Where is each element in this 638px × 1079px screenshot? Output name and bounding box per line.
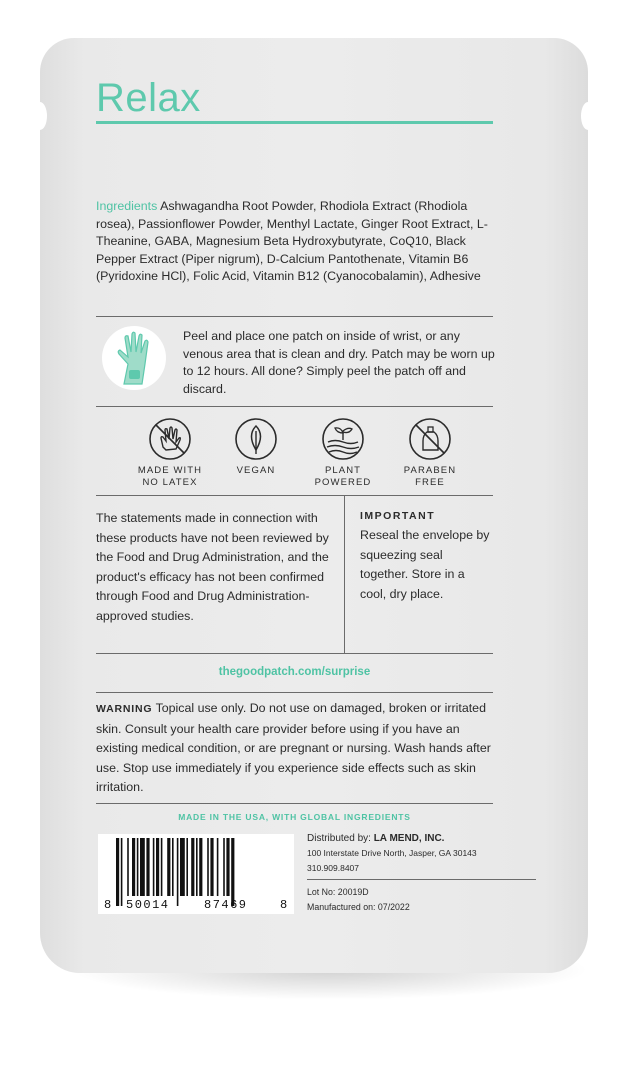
barcode-digits-right: 87469 (204, 898, 248, 912)
distributor-name: LA MEND, INC. (373, 833, 445, 844)
website-url: thegoodpatch.com/surprise (218, 666, 371, 678)
feature-no-latex (125, 417, 215, 489)
barcode-bar (180, 838, 185, 896)
divider (96, 692, 493, 693)
feature-label: MADE WITH NO LATEX (137, 465, 203, 488)
warning-label: WARNING (96, 703, 153, 715)
barcode-bar (137, 838, 139, 896)
divider (96, 495, 493, 496)
feature-label: VEGAN (236, 465, 276, 476)
leaf-icon (234, 417, 278, 461)
warning-text: Topical use only. Do not use on damaged, broken or irritated skin. Consult your health care provider before using if you have an existing medical condition, or are pregnant or nursing. Wash hands after use. Stop use immediately if you experience side effects such as skin irritation. (96, 701, 491, 794)
barcode-bar (210, 838, 213, 896)
made-in-usa: MADE IN THE USA, WITH GLOBAL INGREDIENTS (178, 812, 411, 822)
divider (96, 406, 493, 407)
barcode-bar (140, 838, 145, 896)
feature-paraben-free (385, 417, 475, 489)
feature-label: PLANT POWERED (314, 465, 372, 488)
divider (307, 879, 536, 880)
barcode (98, 834, 294, 914)
barcode-bar (177, 838, 179, 906)
barcode-bar (196, 838, 198, 896)
barcode-bar (146, 838, 149, 896)
barcode-bar (127, 838, 129, 896)
barcode-bars (98, 834, 294, 914)
barcode-bar (172, 838, 174, 896)
usage-instructions: Peel and place one patch on inside of wrist, or any venous area that is clean and dry. Patch may be worn up to 12 hours. All done? Simply peel the patch off and discard. (183, 329, 495, 396)
warning-block (96, 699, 498, 798)
barcode-bar (199, 838, 202, 896)
barcode-bar (121, 838, 123, 906)
barcode-bar (191, 838, 194, 896)
divider (96, 316, 493, 317)
barcode-bar (116, 838, 119, 906)
distributor-phone: 310.909.8407 (307, 863, 359, 873)
divider (96, 803, 493, 804)
ingredients-block (96, 198, 496, 286)
distributor-info (307, 831, 477, 876)
ingredients-text: Ashwagandha Root Powder, Rhodiola Extract (Rhodiola rosea), Passionflower Powder, Menthyl Lactate, Ginger Root Extract, L-Theanine, GABA, Magnesium Beta Hydroxybutyrate, CoQ10, Black Pepper Extract (Piper nigrum), D-Calcium Pantothenate, Vitamin B6 (Pyridoxine HCl), Folic Acid, Vitamin B12 (Cyanocobalamin), Adhesive (96, 199, 488, 283)
barcode-bar (153, 838, 155, 896)
no-paraben-icon (408, 417, 452, 461)
feature-vegan (211, 417, 301, 477)
ingredients-label: Ingredients (96, 199, 158, 213)
divider (96, 653, 493, 654)
lot-info (307, 885, 410, 915)
barcode-bar (207, 838, 209, 896)
tear-notch-left (33, 102, 47, 130)
barcode-bar (186, 838, 188, 896)
barcode-bar (156, 838, 159, 896)
tear-notch-right (581, 102, 595, 130)
important-heading: IMPORTANT (360, 510, 436, 522)
barcode-bar (223, 838, 225, 896)
hand-patch-icon (102, 326, 166, 390)
distributor-address: 100 Interstate Drive North, Jasper, GA 30143 (307, 848, 477, 858)
sprout-icon (321, 417, 365, 461)
barcode-digit: 8 (104, 898, 112, 912)
title-underline (96, 121, 493, 124)
barcode-bar (167, 838, 170, 896)
distributor-label: Distributed by: (307, 833, 371, 844)
barcode-digits-left: 50014 (126, 898, 170, 912)
barcode-bar (161, 838, 163, 896)
column-divider (344, 496, 345, 654)
barcode-bar (132, 838, 135, 896)
manufactured-date: Manufactured on: 07/2022 (307, 902, 410, 912)
feature-plant-powered (298, 417, 388, 489)
fda-statement: The statements made in connection with these products have not been reviewed by the Food and Drug Administration, and the product's efficacy has not been confirmed through Food and Drug Administration-approved studies. (96, 511, 329, 623)
barcode-digit: 8 (280, 898, 288, 912)
feature-label: PARABEN FREE (403, 465, 457, 488)
lot-number: Lot No: 20019D (307, 887, 369, 897)
no-latex-icon (148, 417, 192, 461)
product-title: Relax (96, 76, 201, 120)
important-text: Reseal the envelope by squeezing seal together. Store in a cool, dry place. (360, 528, 490, 601)
barcode-bar (217, 838, 219, 896)
barcode-bar (231, 838, 234, 906)
barcode-bar (226, 838, 229, 896)
